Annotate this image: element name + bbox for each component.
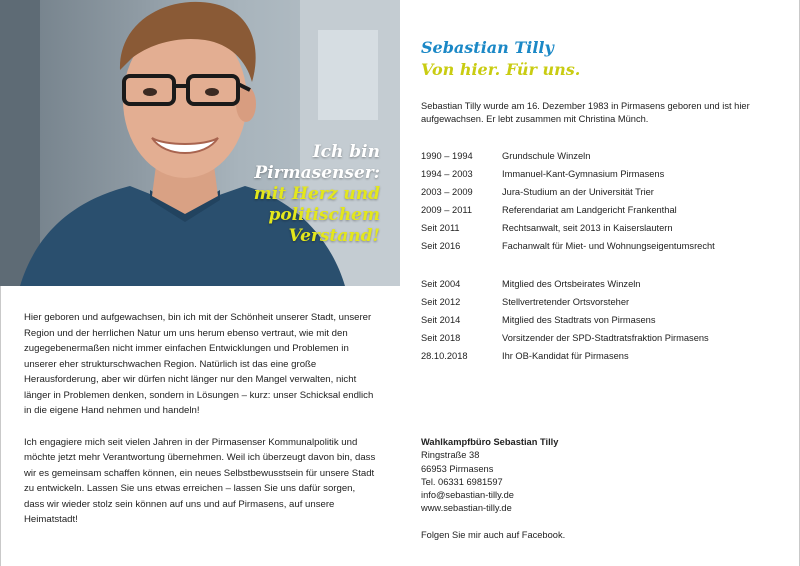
intro-paragraph-1: Hier geboren und aufgewachsen, bin ich mit der Schönheit unserer Stadt, unserer Region und der herrlichen Natur um uns herum ebenso vertraut, wie mit den zugegebenermaßen nicht immer einfachen Entwicklungen und Problemen in unserer eher strukturschwachen Region. Natürlich ist das eine große Herausforderung, aber wir dürfen nicht länger nur den Mangel verwalten, nicht länger in Problemen denken, sondern in Lösungen – kurz: unser Schicksal endlich in die eigene Hand nehmen und handeln! (24, 312, 374, 416)
timeline-row (421, 329, 791, 347)
contact-title: Wahlkampfbüro Sebastian Tilly (421, 437, 559, 447)
timeline-row (421, 165, 791, 183)
intro-paragraph-2: Ich engagiere mich seit vielen Jahren in der Pirmasenser Kommunalpolitik und möchte jetzt mehr Verantwortung übernehmen. Weil ich überzeugt davon bin, dass wir es gemeinsam schaffen können, ein neues Selbstbewusstsein für unsere Stadt zu entwickeln. Lassen Sie uns etwas erreichen – lassen Sie uns dafür sorgen, dass wir wieder stolz sein können auf uns und auf Pirmasens, auf unsere Heimatstadt! (24, 436, 376, 525)
claim-line-5: Verstand! (288, 226, 380, 246)
timeline-date: 1994 – 2003 (421, 169, 473, 179)
timeline-row (421, 275, 791, 293)
contact-phone: Tel. 06331 6981597 (421, 476, 503, 487)
timeline-desc: Grundschule Winzeln (502, 151, 591, 161)
timeline-date: 28.10.2018 (421, 351, 468, 361)
timeline-row (421, 219, 791, 237)
politics-timeline (421, 275, 791, 365)
timeline-desc: Stellvertretender Ortsvorsteher (502, 297, 630, 307)
career-timeline (421, 147, 791, 255)
timeline-desc: Fachanwalt für Miet- und Wohnungseigentumsrecht (502, 241, 715, 251)
timeline-row (421, 311, 791, 329)
contact-email: info@sebastian-tilly.de (421, 490, 514, 501)
timeline-row (421, 201, 791, 219)
contact-block (421, 436, 781, 542)
timeline-desc: Jura-Studium an der Universität Trier (502, 187, 654, 197)
claim-line-4: politischem (268, 205, 380, 225)
timeline-desc: Mitglied des Ortsbeirates Winzeln (502, 279, 641, 289)
intro-text (24, 310, 376, 544)
timeline-date: 2003 – 2009 (421, 187, 473, 197)
facebook-note: Folgen Sie mir auch auf Facebook. (421, 529, 566, 540)
timeline-date: Seit 2018 (421, 333, 461, 343)
timeline-desc: Rechtsanwalt, seit 2013 in Kaiserslautern (502, 223, 673, 233)
eye-left (143, 88, 157, 96)
timeline-date: Seit 2012 (421, 297, 461, 307)
contact-website: www.sebastian-tilly.de (421, 503, 512, 514)
claim-line-2: Pirmasenser: (254, 163, 380, 183)
contact-spacer (421, 516, 781, 529)
claim-line-1: Ich bin (312, 142, 380, 162)
timeline-row (421, 347, 791, 365)
candidate-name: Sebastian Tilly (421, 38, 554, 57)
contact-city: 66953 Pirmasens (421, 463, 494, 474)
background-pillar-left (0, 0, 40, 286)
timeline-row (421, 237, 791, 255)
timeline-desc: Mitglied des Stadtrats von Pirmasens (502, 315, 656, 325)
timeline-date: 2009 – 2011 (421, 205, 473, 215)
bio-text: Sebastian Tilly wurde am 16. Dezember 1983 in Pirmasens geboren und ist hier aufgewachsen. Er lebt zusammen mit Christina Münch. (421, 101, 750, 124)
timeline-desc: Ihr OB-Kandidat für Pirmasens (502, 351, 629, 361)
timeline-desc: Vorsitzender der SPD-Stadtratsfraktion Pirmasens (502, 333, 709, 343)
claim-line-3: mit Herz und (253, 184, 380, 204)
timeline-desc: Referendariat am Landgericht Frankenthal (502, 205, 677, 215)
photo-claim (254, 142, 380, 247)
eye-right (205, 88, 219, 96)
campaign-slogan: Von hier. Für uns. (421, 60, 581, 79)
timeline-row (421, 147, 791, 165)
timeline-date: Seit 2011 (421, 223, 460, 233)
timeline-row (421, 183, 791, 201)
background-window-pane (318, 30, 378, 120)
contact-street: Ringstraße 38 (421, 450, 480, 461)
timeline-date: Seit 2016 (421, 241, 461, 251)
timeline-date: Seit 2014 (421, 315, 461, 325)
timeline-date: 1990 – 1994 (421, 151, 473, 161)
timeline-row (421, 293, 791, 311)
timeline-desc: Immanuel-Kant-Gymnasium Pirmasens (502, 169, 665, 179)
candidate-portrait (0, 0, 400, 286)
timeline-date: Seit 2004 (421, 279, 461, 289)
